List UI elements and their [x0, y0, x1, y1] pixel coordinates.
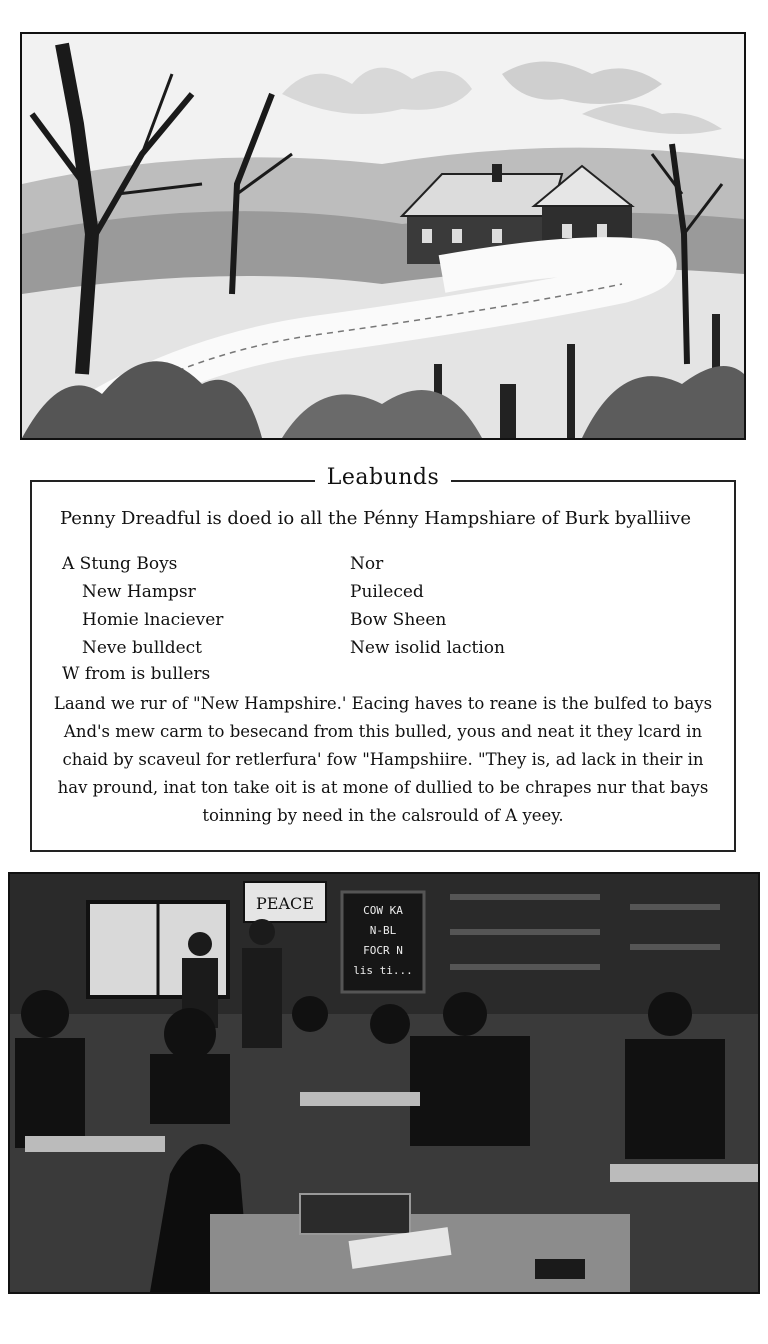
paragraph-line: chaid by scaveul for retlerfura' fow "Hampshiire. "They is, ad lack in their in [62, 750, 704, 769]
left-item: Neve bulldect [82, 638, 203, 658]
left-item: New Hampsr [82, 582, 196, 602]
panel-title: Leabunds [32, 465, 734, 490]
right-item: Bow Sheen [350, 610, 447, 630]
intro-line: Penny Dreadful is doed io all the Pénny Hampshiare of Burk byalliive [60, 508, 692, 529]
blackboard-line: COW KA [363, 904, 403, 917]
paragraph-line: hav pround, inat ton take oit is at mone of dullied to be chrapes nur that bays [57, 778, 709, 797]
right-item: New isolid laction [350, 638, 505, 658]
paragraph-line: And's mew carm to besecand from this bulled, yous and neat it they lcard in [63, 722, 703, 741]
body-paragraph [52, 690, 714, 830]
classroom-scene [10, 874, 758, 1292]
text-panel [30, 465, 736, 852]
paragraph-line: Laand we rur of "New Hampshire.' Eacing haves to reane is the bulfed to bays [53, 694, 713, 713]
blackboard-line: N-BL [369, 924, 397, 937]
left-item: A Stung Boys [62, 554, 178, 574]
paragraph-line: toinning by need in the calsrould of A yeey. [202, 806, 564, 825]
blackboard-line: FOCR N [363, 944, 403, 957]
right-item: Nor [350, 554, 384, 574]
left-item: Homie lnaciever [82, 610, 224, 630]
landscape-illustration [20, 32, 746, 440]
classroom-illustration [8, 872, 760, 1294]
right-column [350, 550, 505, 662]
from-line: W from is bullers [62, 664, 211, 684]
sign-text: PEACE [256, 894, 314, 913]
right-item: Puileced [350, 582, 424, 602]
left-column [62, 550, 223, 662]
blackboard-line: lis ti... [353, 964, 413, 977]
winter-farmhouse-scene [22, 34, 744, 438]
